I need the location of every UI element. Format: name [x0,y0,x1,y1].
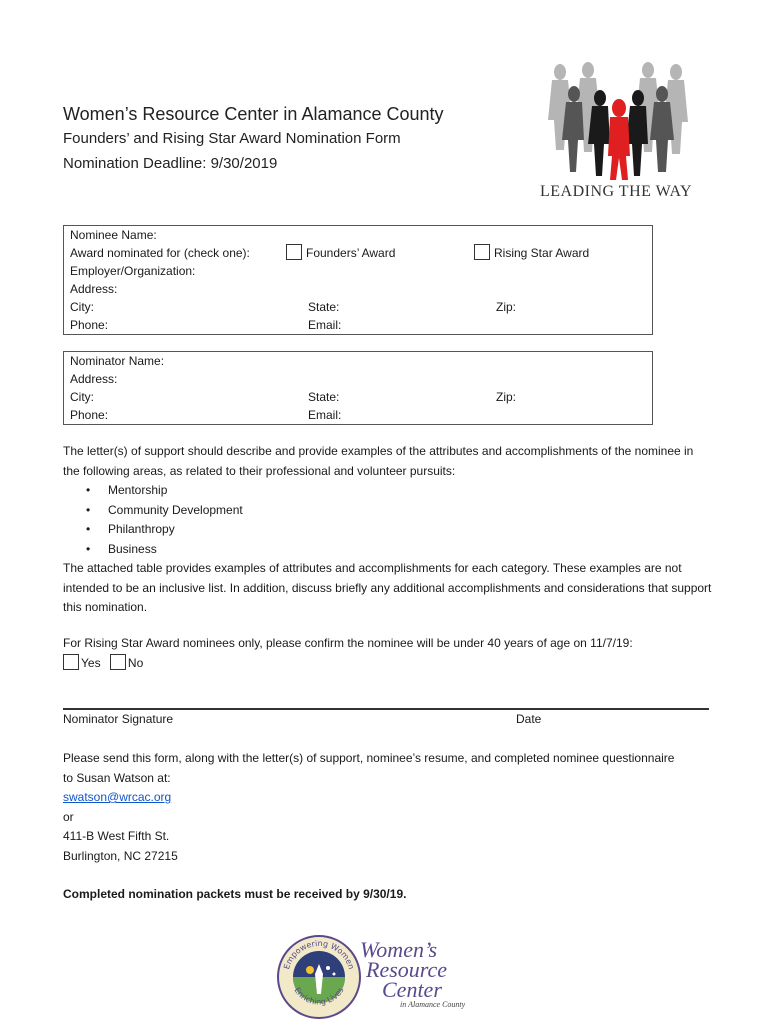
signature-label: Nominator Signature [63,712,174,726]
or-text: or [63,809,74,824]
instructions [63,442,713,618]
nominee-address-label: Address: [70,282,118,296]
nominator-section [63,351,653,425]
areas-list [63,481,713,559]
rising-star-award-option[interactable]: Rising Star Award [474,244,589,262]
nominee-state-label: State: [308,300,340,314]
street-address: 411-B West Fifth St. [63,829,170,843]
list-item: • Business [108,540,713,560]
svg-text:Enriching Lives: Enriching Lives [292,985,346,1007]
send-instructions [63,749,683,905]
award-label: Award nominated for (check one): [70,246,250,260]
age-question: For Rising Star Award nominees only, please confirm the nominee will be under 40 years of age on 11/7/19: [63,636,633,650]
nominator-city-label: City: [70,390,94,404]
instructions-intro: The letter(s) of support should describe and provide examples of the attributes and accomplishments of the nominee in the following areas, as related to their professional and volunteer pursuits: [63,444,694,478]
email-link[interactable]: swatson@wrcac.org [63,790,172,804]
red-figure-icon [608,99,630,180]
logo-line-county: in Alamance County [400,1000,466,1009]
nominator-state-label: State: [308,390,340,404]
instructions-note: The attached table provides examples of attributes and accomplishments for each category. These examples are not intended to be an inclusive list. In addition, discuss briefly any additional accomplishments and considerations that support this nomination. [63,561,712,614]
nominee-section [63,225,653,335]
logo-line-womens: Women’s [360,937,438,962]
list-item: • Community Development [108,501,713,521]
signature-line[interactable] [63,708,709,710]
age-no-checkbox[interactable] [110,654,126,670]
svg-text:Empowering Women: Empowering Women [282,938,356,971]
nominee-phone-label: Phone: [70,318,109,332]
form-subtitle: Founders’ and Rising Star Award Nomination Form [63,130,401,147]
nominee-city-label: City: [70,300,94,314]
city-address: Burlington, NC 27215 [63,848,178,863]
nominator-zip-label: Zip: [496,390,517,404]
founders-award-checkbox[interactable] [286,244,302,260]
nominee-zip-label: Zip: [496,300,517,314]
send-text: Please send this form, along with the letter(s) of support, nominee’s resume, and completed nominee questionnaire to Susan Watson at: [63,751,675,785]
nominee-email-label: Email: [308,318,342,332]
page-title: Women’s Resource Center in Alamance County [63,104,444,124]
packet-deadline: Completed nomination packets must be received by 9/30/19. [63,887,407,901]
founders-award-option[interactable]: Founders’ Award [286,244,395,262]
date-label: Date [516,712,542,726]
nominator-email-label: Email: [308,408,342,422]
list-item: • Mentorship [108,481,713,501]
deadline: Nomination Deadline: 9/30/2019 [63,155,278,172]
nominator-phone-label: Phone: [70,408,109,422]
nominator-address-label: Address: [70,372,118,386]
logo-line-center: Center [382,977,442,1002]
nominee-name-label: Nominee Name: [70,228,157,242]
nominator-name-label: Nominator Name: [70,354,165,368]
tagline: LEADING THE WAY [540,183,693,200]
age-no-option[interactable]: No [110,656,143,670]
logo-line-resource: Resource [366,957,448,982]
list-item: • Philanthropy [108,520,713,540]
employer-label: Employer/Organization: [70,264,196,278]
age-yes-option[interactable]: Yes [63,656,101,670]
age-confirmation [63,634,713,673]
age-yes-checkbox[interactable] [63,654,79,670]
seal-icon [276,934,362,1020]
wrc-logo [276,932,476,1022]
rising-star-award-checkbox[interactable] [474,244,490,260]
